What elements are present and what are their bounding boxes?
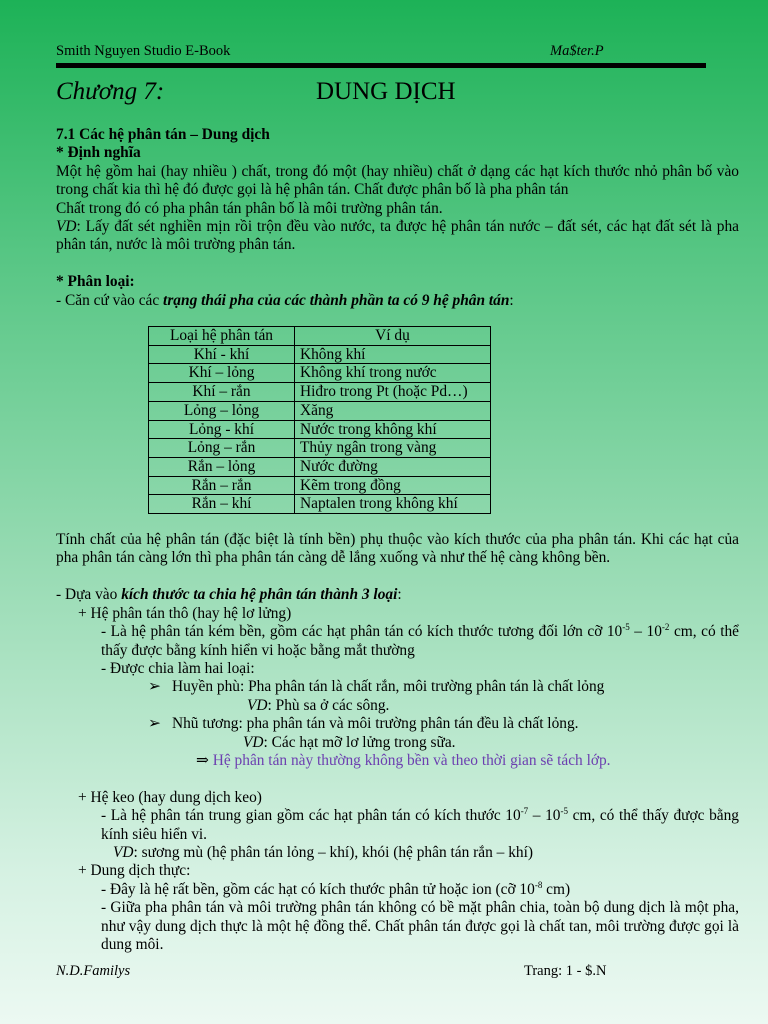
example-paragraph xyxy=(56,218,739,255)
suspension-text: Huyền phù: Pha phân tán là chất rắn, môi trường phân tán là chất lỏng xyxy=(172,678,605,696)
coarse-note xyxy=(56,752,739,770)
section-heading: 7.1 Các hệ phân tán – Dung dịch xyxy=(56,126,270,143)
coarse-desc-b: – 10 xyxy=(629,623,662,641)
colloid-vd-text: : sương mù (hệ phân tán lỏng – khí), khói (hệ phân tán rắn – khí) xyxy=(133,843,533,861)
table-row xyxy=(149,439,491,458)
table-cell-type: Lỏng – lỏng xyxy=(149,401,295,420)
dispersion-table xyxy=(148,326,491,514)
true-solution-desc-1 xyxy=(56,881,739,899)
footer-left-text: N.D.Familys xyxy=(56,963,131,979)
table-row xyxy=(149,420,491,439)
true-solution-exp: -8 xyxy=(534,879,543,890)
table-header-row xyxy=(149,327,491,346)
properties-text: Tính chất của hệ phân tán (đặc biệt là tính bền) phụ thuộc vào kích thước của pha phân tán. Khi các hạt của pha phân tán càng lớn thì pha phân tán càng dễ lắng xuống và như thế hệ càng không bền. xyxy=(56,531,739,567)
emulsion-example xyxy=(56,734,739,752)
true-solution-desc-2: - Giữa pha phân tán và môi trường phân tán không có bề mặt phân chia, toàn bộ dung dịch là một pha, như vậy dung dịch thực là một hệ đồng thể. Chất phân tán được gọi là chất tan, môi trường được gọi là dung môi. xyxy=(101,899,739,953)
classification-intro-suffix: : xyxy=(509,291,514,309)
chapter-title: DUNG DỊCH xyxy=(316,78,456,105)
bullet-arrow-icon: ➢ xyxy=(148,715,161,733)
bullet-arrow-icon: ➢ xyxy=(148,678,161,696)
size-intro xyxy=(56,586,739,604)
header-left-text: Smith Nguyen Studio E-Book xyxy=(56,43,231,59)
classification-intro-prefix: - Căn cứ vào các xyxy=(56,291,164,309)
chapter-label: Chương 7: xyxy=(56,78,165,105)
footer-page-number: Trang: 1 - $.N xyxy=(524,963,607,979)
table-row xyxy=(149,345,491,364)
table-header-example: Ví dụ xyxy=(295,327,491,346)
true-solution-title: + Dung dịch thực: xyxy=(78,862,191,880)
emulsion-vd-label: VD xyxy=(243,733,264,751)
colloid-title: + Hệ keo (hay dung dịch keo) xyxy=(78,788,262,806)
suspension-example xyxy=(56,697,739,715)
header-right-text: Ma$ter.P xyxy=(550,43,604,59)
table-cell-example: Naptalen trong không khí xyxy=(295,495,491,514)
table-cell-type: Lỏng - khí xyxy=(149,420,295,439)
emulsion-item xyxy=(56,715,739,733)
coarse-title: + Hệ phân tán thô (hay hệ lơ lửng) xyxy=(78,604,292,622)
colloid-exp-1: -7 xyxy=(520,806,529,817)
implies-arrow-icon: ⇒ xyxy=(196,751,209,769)
table-cell-type: Rắn – rắn xyxy=(149,476,295,495)
coarse-divided: - Được chia làm hai loại: xyxy=(101,659,255,677)
document-page xyxy=(56,0,739,1024)
classification-heading: * Phân loại: xyxy=(56,273,135,291)
example-label: VD xyxy=(56,218,77,236)
suspension-vd-text: : Phù sa ở các sông. xyxy=(267,696,390,714)
table-cell-example: Kẽm trong đồng xyxy=(295,476,491,495)
document-body xyxy=(56,126,739,954)
emulsion-text: Nhũ tương: pha phân tán và môi trường phân tán đều là chất lỏng. xyxy=(172,715,579,733)
suspension-vd-label: VD xyxy=(247,696,268,714)
size-intro-prefix: - Dựa vào xyxy=(56,586,122,604)
table-cell-type: Rắn – khí xyxy=(149,495,295,514)
table-row xyxy=(149,383,491,402)
table-cell-example: Thủy ngân trong vàng xyxy=(295,439,491,458)
colloid-vd-label: VD xyxy=(113,843,134,861)
table-cell-example: Không khí xyxy=(295,345,491,364)
colloid-desc-c: cm, có thể thấy được bằng kính siêu hiển vi. xyxy=(101,807,739,843)
true-solution-desc-1b: cm) xyxy=(542,880,571,898)
colloid-desc-b: – 10 xyxy=(528,807,561,825)
coarse-exp-2: -2 xyxy=(661,622,670,633)
table-cell-example: Nước đường xyxy=(295,457,491,476)
table-cell-type: Khí – lỏng xyxy=(149,364,295,383)
table-cell-type: Khí - khí xyxy=(149,345,295,364)
table-cell-type: Lỏng – rắn xyxy=(149,439,295,458)
example-text: : Lấy đất sét nghiền mịn rồi trộn đều vào nước, ta được hệ phân tán nước – đất sét, các hạt đất sét là pha phân tán, nước là môi trường phân tán. xyxy=(56,218,739,254)
table-row xyxy=(149,476,491,495)
table-row xyxy=(149,495,491,514)
table-cell-example: Không khí trong nước xyxy=(295,364,491,383)
emulsion-vd-text: : Các hạt mỡ lơ lửng trong sữa. xyxy=(263,733,456,751)
table-row xyxy=(149,364,491,383)
definition-text-2: Chất trong đó có pha phân tán phân bố là môi trường phân tán. xyxy=(56,199,443,217)
table-row xyxy=(149,401,491,420)
coarse-note-text: Hệ phân tán này thường không bền và theo thời gian sẽ tách lớp. xyxy=(208,751,611,769)
table-cell-type: Khí – rắn xyxy=(149,383,295,402)
suspension-item xyxy=(56,678,739,696)
classification-intro-emph: trạng thái pha của các thành phần ta có 9 hệ phân tán xyxy=(163,291,510,309)
definition-heading: * Định nghĩa xyxy=(56,144,141,162)
table-header-type: Loại hệ phân tán xyxy=(149,327,295,346)
table-cell-example: Hiđro trong Pt (hoặc Pd…) xyxy=(295,383,491,402)
size-intro-emph: kích thước ta chia hệ phân tán thành 3 loại xyxy=(121,586,398,604)
classification-intro xyxy=(56,292,739,310)
definition-text: Một hệ gồm hai (hay nhiều ) chất, trong đó một (hay nhiều) chất ở dạng các hạt kích thước nhỏ phân bố vào trong chất kia thì hệ đó được gọi là hệ phân tán. Chất được phân bố là pha phân tán xyxy=(56,162,739,199)
coarse-desc-c: cm, có thể thấy được bằng kính hiển vi hoặc bằng mắt thường xyxy=(101,623,739,659)
colloid-desc-a: - Là hệ phân tán trung gian gồm các hạt phân tán có kích thước 10 xyxy=(101,807,521,825)
table-cell-example: Nước trong không khí xyxy=(295,420,491,439)
colloid-exp-2: -5 xyxy=(560,806,568,817)
coarse-exp-1: -5 xyxy=(622,622,630,633)
coarse-desc-a: - Là hệ phân tán kém bền, gồm các hạt phân tán có kích thước tương đối lớn cỡ 10 xyxy=(101,623,623,641)
coarse-desc xyxy=(56,623,739,660)
table-cell-type: Rắn – lỏng xyxy=(149,457,295,476)
colloid-example xyxy=(56,844,739,862)
table-row xyxy=(149,457,491,476)
header-rule xyxy=(56,63,706,68)
size-intro-suffix: : xyxy=(397,586,402,604)
table-cell-example: Xăng xyxy=(295,401,491,420)
true-solution-desc-1a: - Đây là hệ rất bền, gồm các hạt có kích thước phân tử hoặc ion (cỡ 10 xyxy=(101,880,535,898)
colloid-desc xyxy=(56,807,739,844)
